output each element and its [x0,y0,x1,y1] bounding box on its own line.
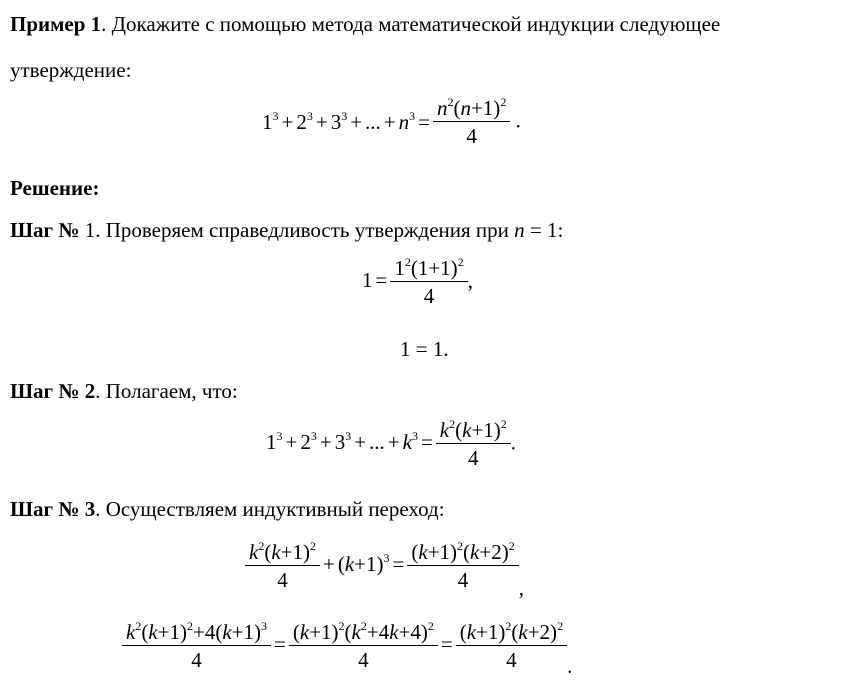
example-statement-line2 [10,58,131,83]
step2-line [10,379,238,404]
step1-cond: = 1: [524,218,564,242]
formula-inductive-1: $\frac{k^2(k+1)^2}{4}$ + $(k+1)^3$ = $\frac{(k+1)^2(k+2)^2}{4}$ , [245,540,524,593]
step2-text: . Полагаем, что: [95,379,238,403]
example-statement-line1 [10,12,720,37]
base-check: 1 = 1. [400,337,449,361]
step3-text: . Осуществляем индуктивный переход: [95,497,445,521]
example-title: Пример 1 [10,12,102,36]
step3-line [10,497,445,522]
formula-sum-cubes-k: $1^3 + 2^3 + 3^3$ + ... + $k^3$ = $\frac{k^2(k+1)^2}{4}$ . [266,417,517,470]
step1-label: Шаг № [10,218,85,242]
formula-inductive-2: $\frac{k^2(k+1)^2+4(k+1)^3}{4}$ = $\frac{(k+1)^2(k^2+4k+4)^2}{4}$ = $\frac{(k+1)^2(k+2)^2}{4}$ . [122,620,572,673]
formula-sum-cubes-n: $1^3 + 2^3 + 3^3$ + ... + $n^3$ = $\frac{n^2(n+1)^2}{4}$ . [262,95,521,148]
formula-base-case: 1 = $\frac{1^2(1+1)^2}{4}$ , [362,255,473,308]
step1-number: 1 [84,218,96,242]
step1-line [10,218,563,243]
step1-text: . Проверяем справедливость утверждения при [95,218,515,242]
step2-label: Шаг № 2 [10,379,96,403]
step1-var: n [514,218,525,242]
solution-label: Решение: [10,176,100,200]
step3-label: Шаг № 3 [10,497,96,521]
example-text-1: . Докажите с помощью метода математической индукции следующее [101,12,721,36]
example-text-2: утверждение: [10,58,132,82]
